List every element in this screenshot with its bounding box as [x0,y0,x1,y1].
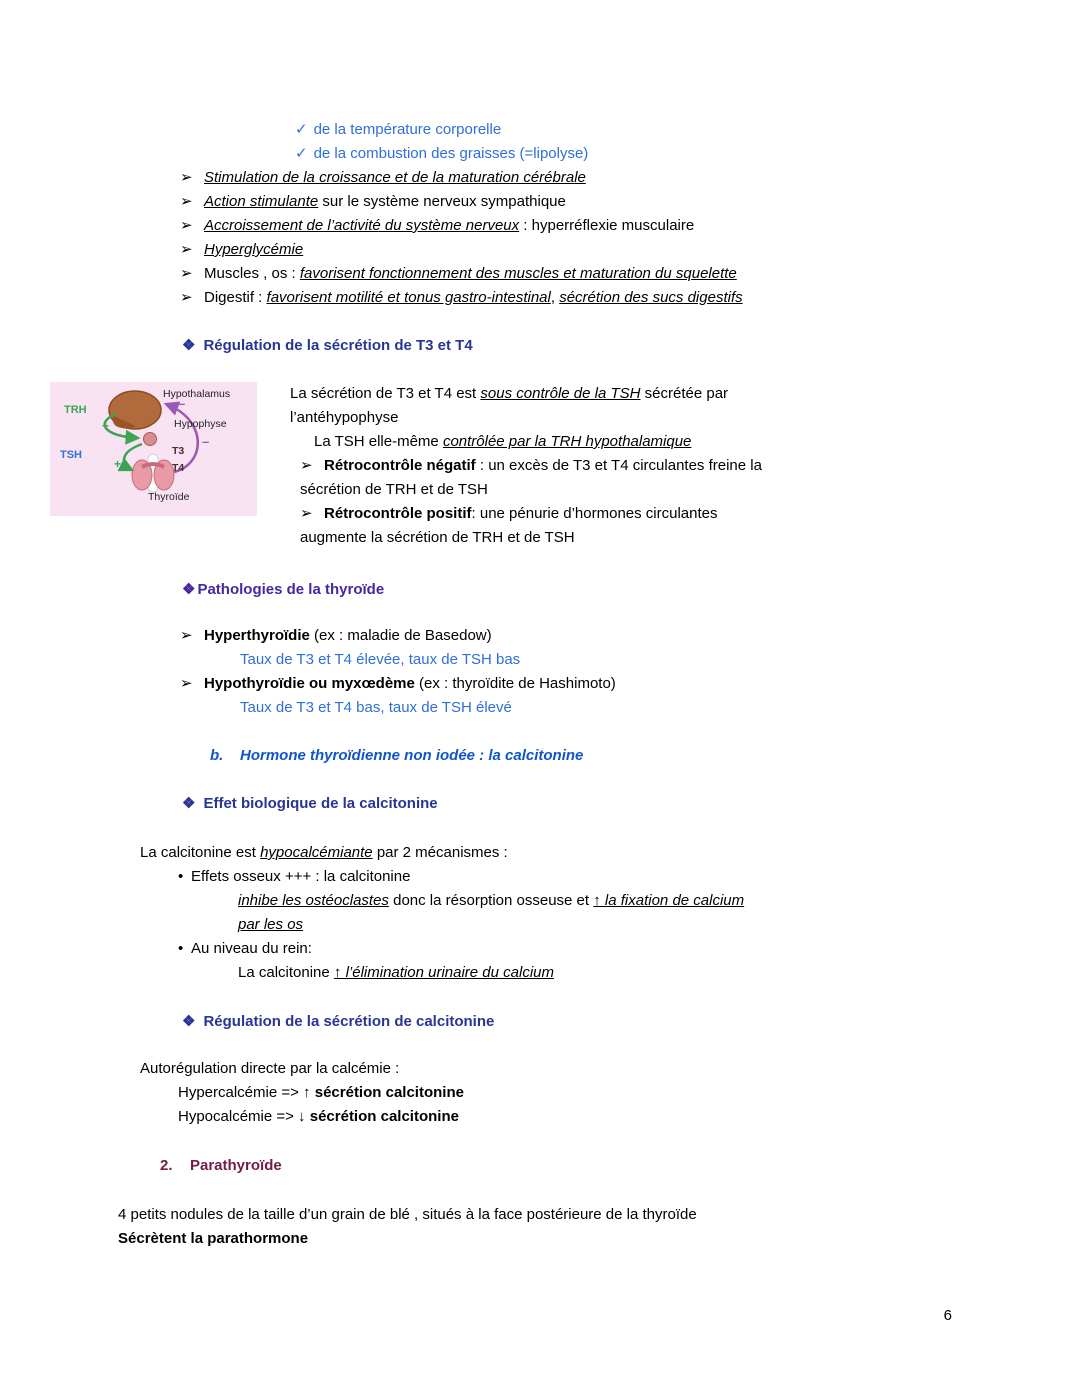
list-item [300,454,762,478]
list-item-text: Rétrocontrôle négatif [324,457,476,474]
section-header-text: Parathyroïde [190,1157,282,1174]
paragraph-text: sécrétion calcitonine [309,1108,459,1125]
paragraph-text: 4 petits nodules de la taille d’un grain de blé , situés à la face postérieure de la thyroïde [118,1206,697,1223]
paragraph-line [300,526,762,550]
list-item-text: Action stimulante [204,193,319,210]
diagram-label-t3: T3 [172,445,185,457]
section-header-pathologies [182,578,1045,602]
list-item-text: (ex : maladie de Basedow) [309,627,492,644]
thyroid-axis-diagram-svg [50,382,257,516]
list-item [180,166,1045,190]
paragraph-text: La sécrétion de T3 et T4 est [290,385,481,402]
paragraph-text: par les os [238,916,304,933]
diagram-label-t4: T4 [172,462,185,474]
paragraph-line [178,1081,1045,1105]
check-icon: ✓ [295,145,308,162]
thyroid-axis-diagram [50,382,257,516]
list-item [180,624,1045,648]
list-item-text: Rétrocontrôle positif [324,505,472,522]
paragraph-text: augmente la sécrétion de TRH et de TSH [300,529,575,546]
arrow-bullet-icon: ➢ [300,505,313,522]
section-header-parathyroide [160,1154,1045,1178]
paragraph-line [290,382,762,406]
arrow-bullet-icon: ➢ [180,241,193,258]
paragraph-line [300,478,762,502]
list-item-text: Hypothyroïdie ou myxœdème [204,675,415,692]
list-item [180,238,1045,262]
arrow-bullet-icon: ➢ [180,627,193,644]
paragraph-line [240,696,1045,720]
diagram-plus-sign: + [114,457,122,471]
list-item [180,286,1045,310]
paragraph-text: Hypercalcémie => ↑ [178,1084,315,1101]
list-item-text: Stimulation de la croissance et de la maturation cérébrale [204,169,586,186]
section-header-regulation-calcitonine [182,1010,1045,1034]
list-item-text: sécrétion des sucs digestifs [559,289,743,306]
bullet-icon: • [178,940,184,957]
paragraph-line [178,1105,1045,1129]
paragraph-text: La calcitonine [238,964,334,981]
subsection-letter: b. [210,747,224,764]
diagram-minus-sign: – [202,434,210,449]
list-item-text: (ex : thyroïdite de Hashimoto) [414,675,616,692]
check-icon: ✓ [295,121,308,138]
list-item-text: : hyperréflexie musculaire [519,217,695,234]
section-number: 2. [160,1157,173,1174]
regulation-text [257,382,762,550]
paragraph-text: donc la résorption osseuse et [388,892,594,909]
diagram-label-hypothalamus: Hypothalamus [163,388,231,400]
paragraph-text: Autorégulation directe par la calcémie : [140,1060,400,1077]
bullet-icon: • [178,868,184,885]
list-item [178,937,1045,961]
paragraph-line [140,841,1045,865]
arrow-bullet-icon: ➢ [180,265,193,282]
diamond-icon: ❖ [182,581,196,598]
check-item [295,118,1045,142]
section-header-text: Régulation de la sécrétion de calcitonine [203,1013,495,1030]
list-item-text: favorisent motilité et tonus gastro-intestinal [266,289,551,306]
section-header-text: Effet biologique de la calcitonine [203,795,438,812]
paragraph-text: Taux de T3 et T4 élevée, taux de TSH bas [240,651,521,668]
paragraph-text: sous contrôle de la TSH [480,385,641,402]
list-item-text: Au niveau du rein: [191,940,312,957]
diamond-icon: ❖ [182,1013,196,1030]
arrow-bullet-icon: ➢ [180,289,193,306]
paragraph-text: l’antéhypophyse [290,409,399,426]
diagram-label-trh: TRH [64,404,87,416]
diamond-icon: ❖ [182,795,196,812]
arrow-bullet-icon: ➢ [180,193,193,210]
paragraph-text: La calcitonine est [140,844,261,861]
diagram-plus-sign: + [102,419,110,433]
list-item-text: : une pénurie d’hormones circulantes [471,505,718,522]
list-item-text: Muscles , os : [204,265,300,282]
check-item-text: de la température corporelle [313,121,502,138]
paragraph-line [314,430,762,454]
section-header-regulation-t3t4 [182,334,1045,358]
diagram-label-hypophyse: Hypophyse [174,418,227,430]
paragraph-text: ↑ la fixation de calcium [593,892,745,909]
list-item-text: Digestif : [204,289,267,306]
diagram-minus-sign: – [178,396,186,411]
diagram-label-tsh: TSH [60,449,82,461]
paragraph-text: contrôlée par la TRH hypothalamique [442,433,692,450]
subsection-header-text: Hormone thyroïdienne non iodée : la calcitonine [240,747,584,764]
regulation-section [50,382,1045,550]
document-content [50,118,1045,1251]
paragraph-line [140,1057,1045,1081]
paragraph-text: par 2 mécanismes : [372,844,508,861]
diamond-icon: ❖ [182,337,196,354]
check-item-text: de la combustion des graisses (=lipolyse) [313,145,589,162]
pituitary-illustration [144,433,157,446]
section-header-effet-calcitonine [182,792,1045,816]
list-item-text: Hyperglycémie [204,241,304,258]
diagram-label-thyroide: Thyroïde [148,491,190,503]
page-number: 6 [943,1307,952,1324]
arrow-bullet-icon: ➢ [180,169,193,186]
section-header-text: Régulation de la sécrétion de T3 et T4 [203,337,473,354]
paragraph-line [240,648,1045,672]
arrow-bullet-icon: ➢ [180,675,193,692]
paragraph-text: sécrétée par [640,385,729,402]
section-header-text: Pathologies de la thyroïde [197,581,385,598]
list-item [180,214,1045,238]
list-item [180,190,1045,214]
list-item-text: Hyperthyroïdie [204,627,310,644]
list-item [180,672,1045,696]
paragraph-text: Taux de T3 et T4 bas, taux de TSH élevé [240,699,512,716]
list-item-text: , [550,289,560,306]
paragraph-text: Sécrètent la parathormone [118,1230,309,1247]
paragraph-line [118,1227,1045,1251]
check-item [295,142,1045,166]
arrow-bullet-icon: ➢ [180,217,193,234]
paragraph-text: Hypocalcémie => ↓ [178,1108,310,1125]
paragraph-text: ↑ l’élimination urinaire du calcium [333,964,554,981]
paragraph-text: sécrétion de TRH et de TSH [300,481,488,498]
list-item-text: Effets osseux +++ : la calcitonine [191,868,411,885]
list-item [180,262,1045,286]
list-item-text: favorisent fonctionnement des muscles et maturation du squelette [299,265,737,282]
paragraph-text: sécrétion calcitonine [314,1084,464,1101]
paragraph-line [238,913,1045,937]
paragraph-text: hypocalcémiante [260,844,373,861]
list-item-text: Accroissement de l’activité du système nerveux [204,217,520,234]
list-item [178,865,1045,889]
paragraph-line [118,1203,1045,1227]
list-item-text: : un excès de T3 et T4 circulantes freine la [475,457,762,474]
arrow-bullet-icon: ➢ [300,457,313,474]
subsection-header-calcitonine [210,744,1045,768]
paragraph-text: La TSH elle-même [314,433,443,450]
list-item [300,502,762,526]
paragraph-text: inhibe les ostéoclastes [238,892,389,909]
list-item-text: sur le système nerveux sympathique [318,193,566,210]
paragraph-line [238,889,1045,913]
paragraph-line [238,961,1045,985]
paragraph-line [290,406,762,430]
